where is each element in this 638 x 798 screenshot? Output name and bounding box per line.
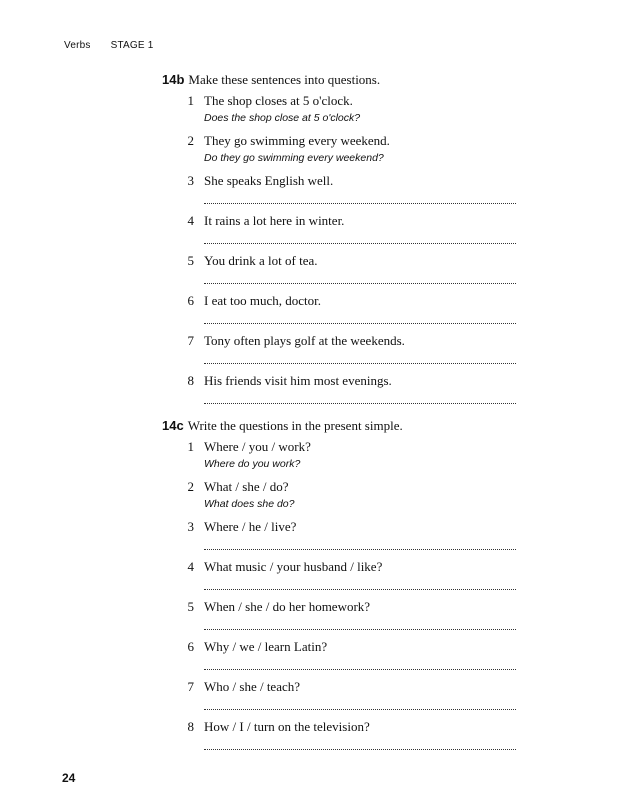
exercise-item [0, 93, 638, 133]
item-number: 3 [187, 519, 194, 534]
item-number: 7 [187, 333, 194, 348]
item-number: 2 [187, 133, 194, 148]
exercise-item [0, 373, 638, 413]
exercise-code: 14b [162, 72, 185, 87]
answer-line[interactable] [204, 709, 516, 710]
item-prompt: His friends visit him most evenings. [204, 373, 392, 388]
item-prompt: I eat too much, doctor. [204, 293, 321, 308]
answer-line[interactable] [204, 403, 516, 404]
answer-line[interactable] [204, 749, 516, 750]
item-prompt: You drink a lot of tea. [204, 253, 318, 268]
item-prompt: Why / we / learn Latin? [204, 639, 328, 654]
exercise-item [0, 133, 638, 173]
exercise-instruction: Make these sentences into questions. [188, 72, 381, 87]
answer-line[interactable] [204, 589, 516, 590]
exercise-item [0, 173, 638, 213]
item-number: 3 [187, 173, 194, 188]
item-prompt: Tony often plays golf at the weekends. [204, 333, 405, 348]
item-prompt: Where / you / work? [204, 439, 311, 454]
item-example-answer: Do they go swimming every weekend? [204, 152, 384, 164]
item-number: 6 [187, 293, 194, 308]
item-prompt: Where / he / live? [204, 519, 297, 534]
exercise-item [0, 719, 638, 759]
item-example-answer: What does she do? [204, 498, 295, 510]
item-number: 5 [187, 253, 194, 268]
item-number: 1 [187, 93, 194, 108]
item-example-answer: Where do you work? [204, 458, 301, 470]
item-number: 2 [187, 479, 194, 494]
answer-line[interactable] [204, 549, 516, 550]
item-prompt: She speaks English well. [204, 173, 334, 188]
exercise-item [0, 479, 638, 519]
exercise-item [0, 333, 638, 373]
item-example-answer: Does the shop close at 5 o'clock? [204, 112, 361, 124]
item-prompt: Who / she / teach? [204, 679, 301, 694]
answer-line[interactable] [204, 669, 516, 670]
answer-line[interactable] [204, 363, 516, 364]
exercise-item [0, 559, 638, 599]
item-number: 4 [187, 559, 194, 574]
exercise-item [0, 519, 638, 559]
item-number: 7 [187, 679, 194, 694]
item-number: 6 [187, 639, 194, 654]
exercise-item [0, 679, 638, 719]
running-head [64, 40, 153, 51]
exercise-code: 14c [162, 418, 184, 433]
page-number: 24 [62, 771, 76, 785]
answer-line[interactable] [204, 283, 516, 284]
item-number: 4 [187, 213, 194, 228]
exercise-14b-title [162, 71, 380, 89]
exercise-item [0, 599, 638, 639]
item-prompt: What music / your husband / like? [204, 559, 383, 574]
item-prompt: What / she / do? [204, 479, 289, 494]
answer-line[interactable] [204, 243, 516, 244]
item-number: 8 [187, 373, 194, 388]
item-number: 1 [187, 439, 194, 454]
exercise-14c-title [162, 417, 403, 435]
exercise-item [0, 293, 638, 333]
exercise-item [0, 213, 638, 253]
item-number: 8 [187, 719, 194, 734]
item-prompt: They go swimming every weekend. [204, 133, 390, 148]
answer-line[interactable] [204, 203, 516, 204]
answer-line[interactable] [204, 629, 516, 630]
running-head-section: Verbs [64, 40, 91, 51]
exercise-instruction: Write the questions in the present simple. [187, 418, 403, 433]
exercise-item [0, 253, 638, 293]
item-prompt: How / I / turn on the television? [204, 719, 370, 734]
item-prompt: It rains a lot here in winter. [204, 213, 345, 228]
item-prompt: When / she / do her homework? [204, 599, 371, 614]
running-head-stage: STAGE 1 [110, 40, 154, 51]
answer-line[interactable] [204, 323, 516, 324]
exercise-item [0, 439, 638, 479]
item-number: 5 [187, 599, 194, 614]
item-prompt: The shop closes at 5 o'clock. [204, 93, 353, 108]
exercise-item [0, 639, 638, 679]
